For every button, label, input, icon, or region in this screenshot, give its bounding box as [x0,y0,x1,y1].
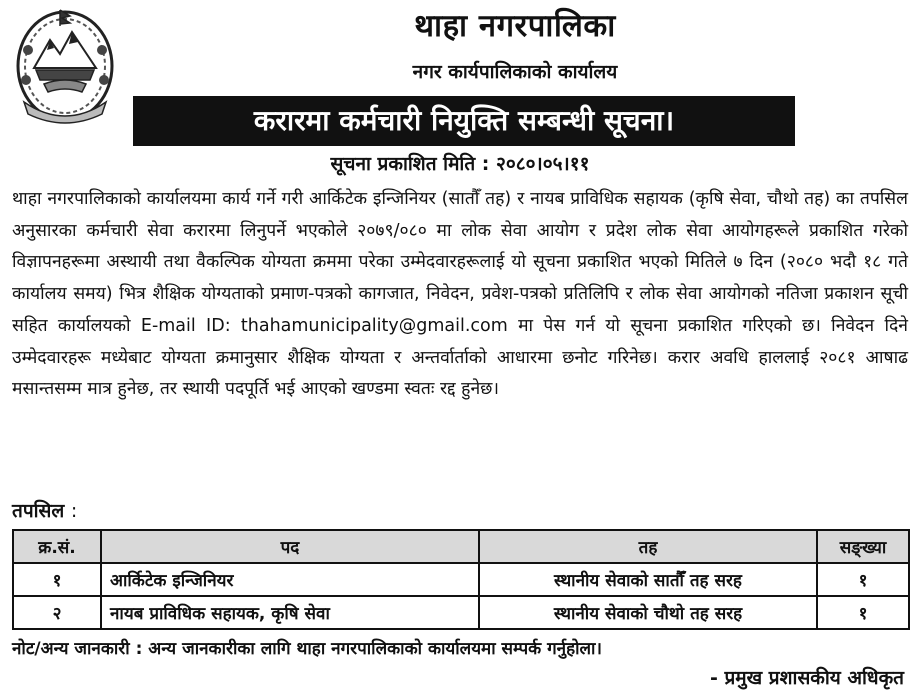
office-name: नगर कार्यपालिकाको कार्यालय [412,61,618,83]
cell-count: १ [817,563,909,596]
municipality-name: थाहा नगरपालिका [414,8,616,44]
cell-post: आर्किटेक इन्जिनियर [101,563,479,596]
cell-count: १ [817,596,909,629]
cell-serial: २ [13,596,101,629]
column-header-serial: क्र.सं. [13,530,101,563]
details-heading-colon: : [70,500,78,522]
details-heading [12,497,77,523]
table-row [13,596,909,629]
cell-post: नायब प्राविधिक सहायक, कृषि सेवा [101,596,479,629]
details-heading-label: तपसिल [12,500,65,522]
cell-level: स्थानीय सेवाको चौथो तह सरह [479,596,817,629]
table-row [13,563,909,596]
nepal-government-emblem-icon [14,6,116,128]
signature-line: - प्रमुख प्रशासकीय अधिकृत [709,667,904,689]
column-header-post: पद [101,530,479,563]
cell-serial: १ [13,563,101,596]
table-header-row [13,530,909,563]
cell-level: स्थानीय सेवाको सातौँ तह सरह [479,563,817,596]
column-header-level: तह [479,530,817,563]
publication-date: सूचना प्रकाशित मिति : २०८०।०५।११ [330,153,590,175]
column-header-count: सङ्ख्या [817,530,909,563]
notice-body-paragraph: थाहा नगरपालिकाको कार्यालयमा कार्य गर्ने गरी आर्किटेक इन्जिनियर (सातौँ तह) र नायब प्राविधिक सहायक (कृषि सेवा, चौथो तह) का तपसिल अनुसारका कर्मचारी सेवा करारमा लिनुपर्ने भएकोले २०७९/०८० मा लोक सेवा आयोग र प्रदेश लोक सेवा आयोगहरूले प्रकाशित गरेको विज्ञापनहरूमा अस्थायी तथा वैकल्पिक योग्यता क्रममा परेका उम्मेदवारहरूलाई यो सूचना प्रकाशित भएको मितिले ७ दिन (२०८० भदौ १८ गते कार्यालय समय) भित्र शैक्षिक योग्यताको प्रमाण-पत्रको कागजात, निवेदन, प्रवेश-पत्रको प्रतिलिपि र लोक सेवा आयोगको नतिजा प्रकाशन सूची सहित कार्यालयको E-mail ID: thahamunicipality@gmail.com मा पेस गर्न यो सूचना प्रकाशित गरिएको छ। निवेदन दिने उम्मेदवारहरू मध्येबाट योग्यता क्रमानुसार शैक्षिक योग्यता र अन्तर्वार्ताको आधारमा छनोट गरिनेछ। करार अवधि हाललाई २०८१ आषाढ मसान्तसम्म मात्र हुनेछ, तर स्थायी पदपूर्ति भई आएको खण्डमा स्वतः रद्द हुनेछ। [12,189,908,400]
footer-note: नोट/अन्य जानकारी : अन्य जानकारीका लागि थाहा नगरपालिकाको कार्यालयमा सम्पर्क गर्नुहोला। [12,639,602,659]
notice-title-banner: करारमा कर्मचारी नियुक्ति सम्बन्धी सूचना। [133,96,795,146]
posts-table [12,529,910,630]
